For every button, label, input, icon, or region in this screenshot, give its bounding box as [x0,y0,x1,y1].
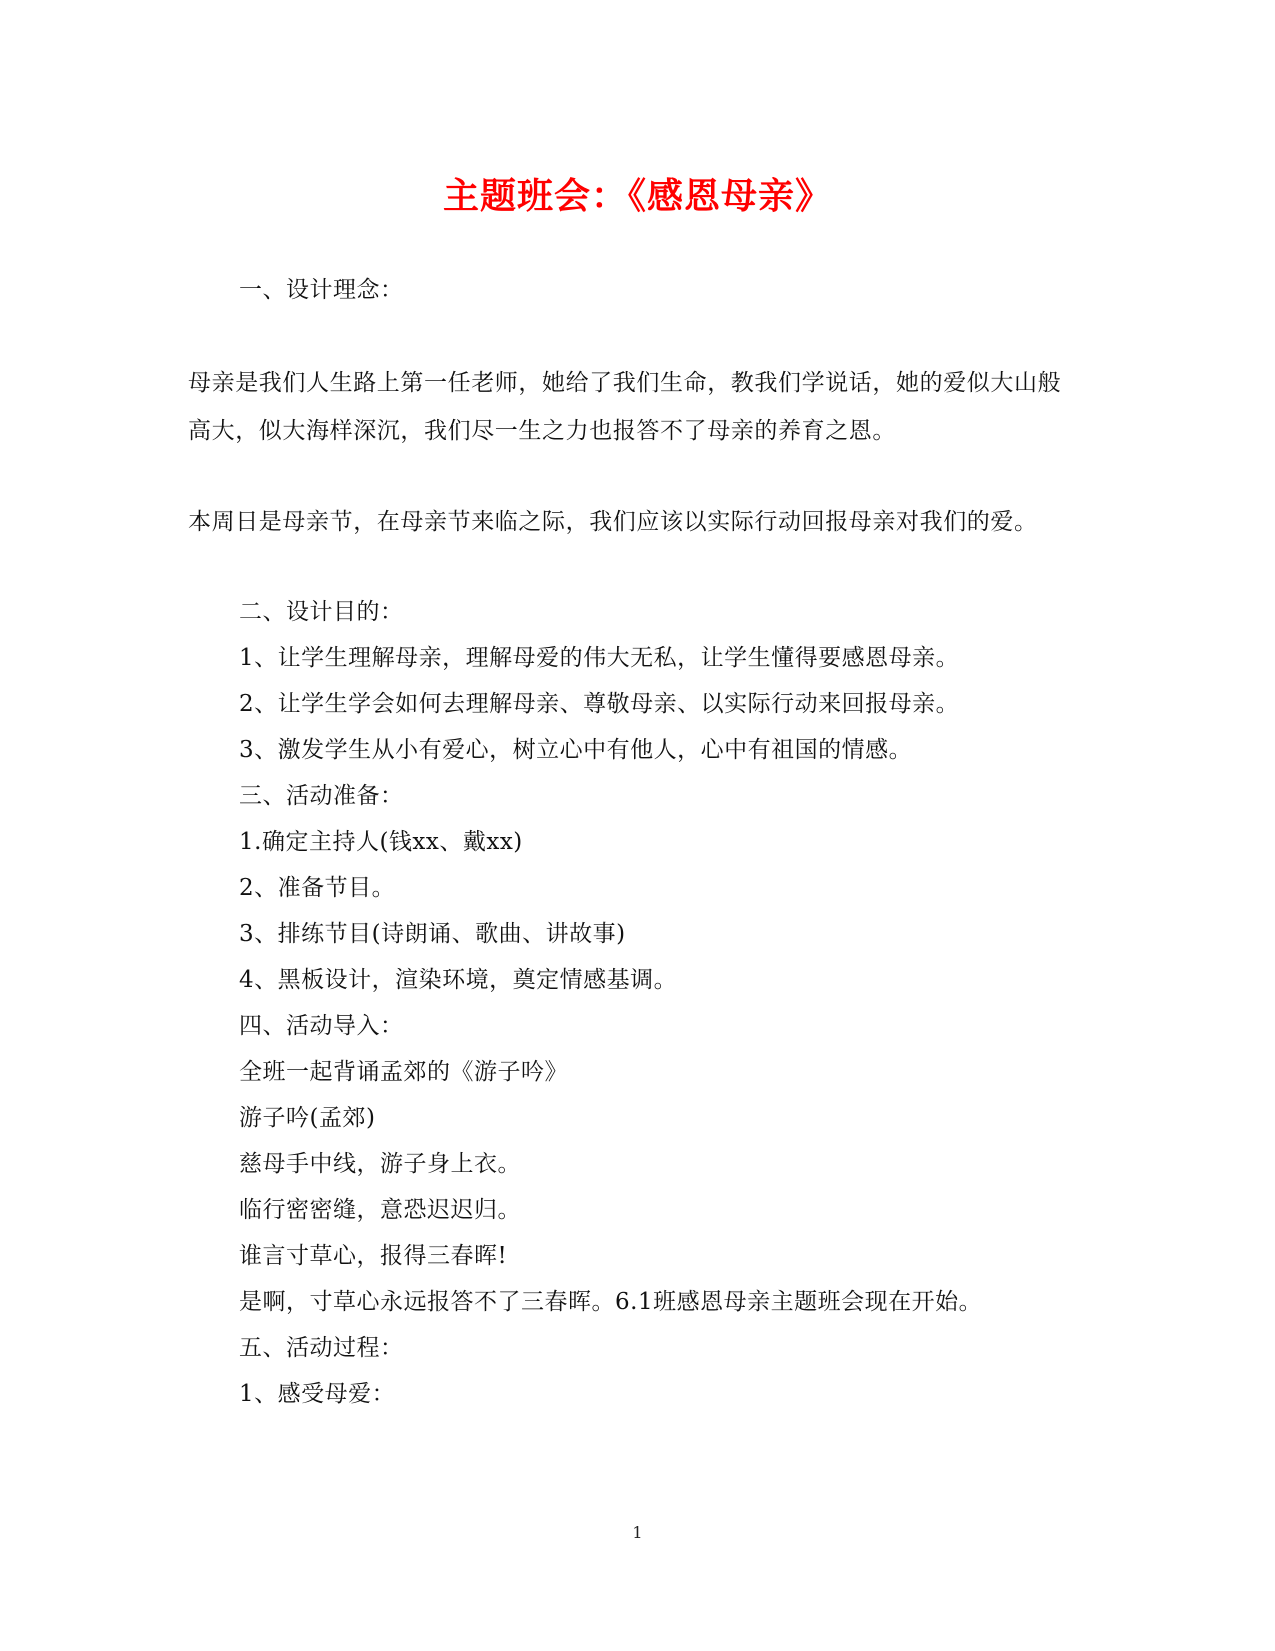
preparation-item-4: 4、黑板设计，渲染环境，奠定情感基调。 [239,967,678,993]
process-item-1: 1、感受母爱： [239,1381,396,1407]
section-heading-activity-intro: 四、活动导入： [239,1013,404,1039]
poem-line-1: 慈母手中线，游子身上衣。 [239,1151,521,1177]
page-number: 1 [632,1523,643,1542]
purpose-item-2: 2、让学生学会如何去理解母亲、尊敬母亲、以实际行动来回报母亲。 [239,691,960,717]
intro-line-recite: 全班一起背诵孟郊的《游子吟》 [239,1059,568,1085]
preparation-item-2: 2、准备节目。 [239,875,396,901]
document-title: 主题班会：《感恩母亲》 [442,175,832,217]
poem-title: 游子吟(孟郊) [239,1105,376,1131]
section-heading-activity-process: 五、活动过程： [239,1335,404,1361]
section-heading-design-purpose: 二、设计目的： [239,599,404,625]
preparation-item-3: 3、排练节目(诗朗诵、歌曲、讲故事) [239,921,626,947]
poem-line-3: 谁言寸草心，报得三春晖! [239,1243,508,1269]
intro-line-begin: 是啊，寸草心永远报答不了三春晖。6.1班感恩母亲主题班会现在开始。 [239,1289,983,1315]
section-heading-design-concept: 一、设计理念： [239,277,404,303]
purpose-item-3: 3、激发学生从小有爱心，树立心中有他人，心中有祖国的情感。 [239,737,913,763]
paragraph-mother-first-teacher: 母亲是我们人生路上第一任老师，她给了我们生命，教我们学说话，她的爱似大山般高大，似大海样深沉，我们尽一生之力也报答不了母亲的养育之恩。 [188,370,1062,444]
preparation-item-1: 1.确定主持人(钱xx、戴xx) [239,829,523,855]
purpose-item-1: 1、让学生理解母亲，理解母爱的伟大无私，让学生懂得要感恩母亲。 [239,645,960,671]
paragraph-mothers-day: 本周日是母亲节，在母亲节来临之际，我们应该以实际行动回报母亲对我们的爱。 [188,509,1038,535]
poem-line-2: 临行密密缝，意恐迟迟归。 [239,1197,521,1223]
section-heading-activity-preparation: 三、活动准备： [239,783,404,809]
